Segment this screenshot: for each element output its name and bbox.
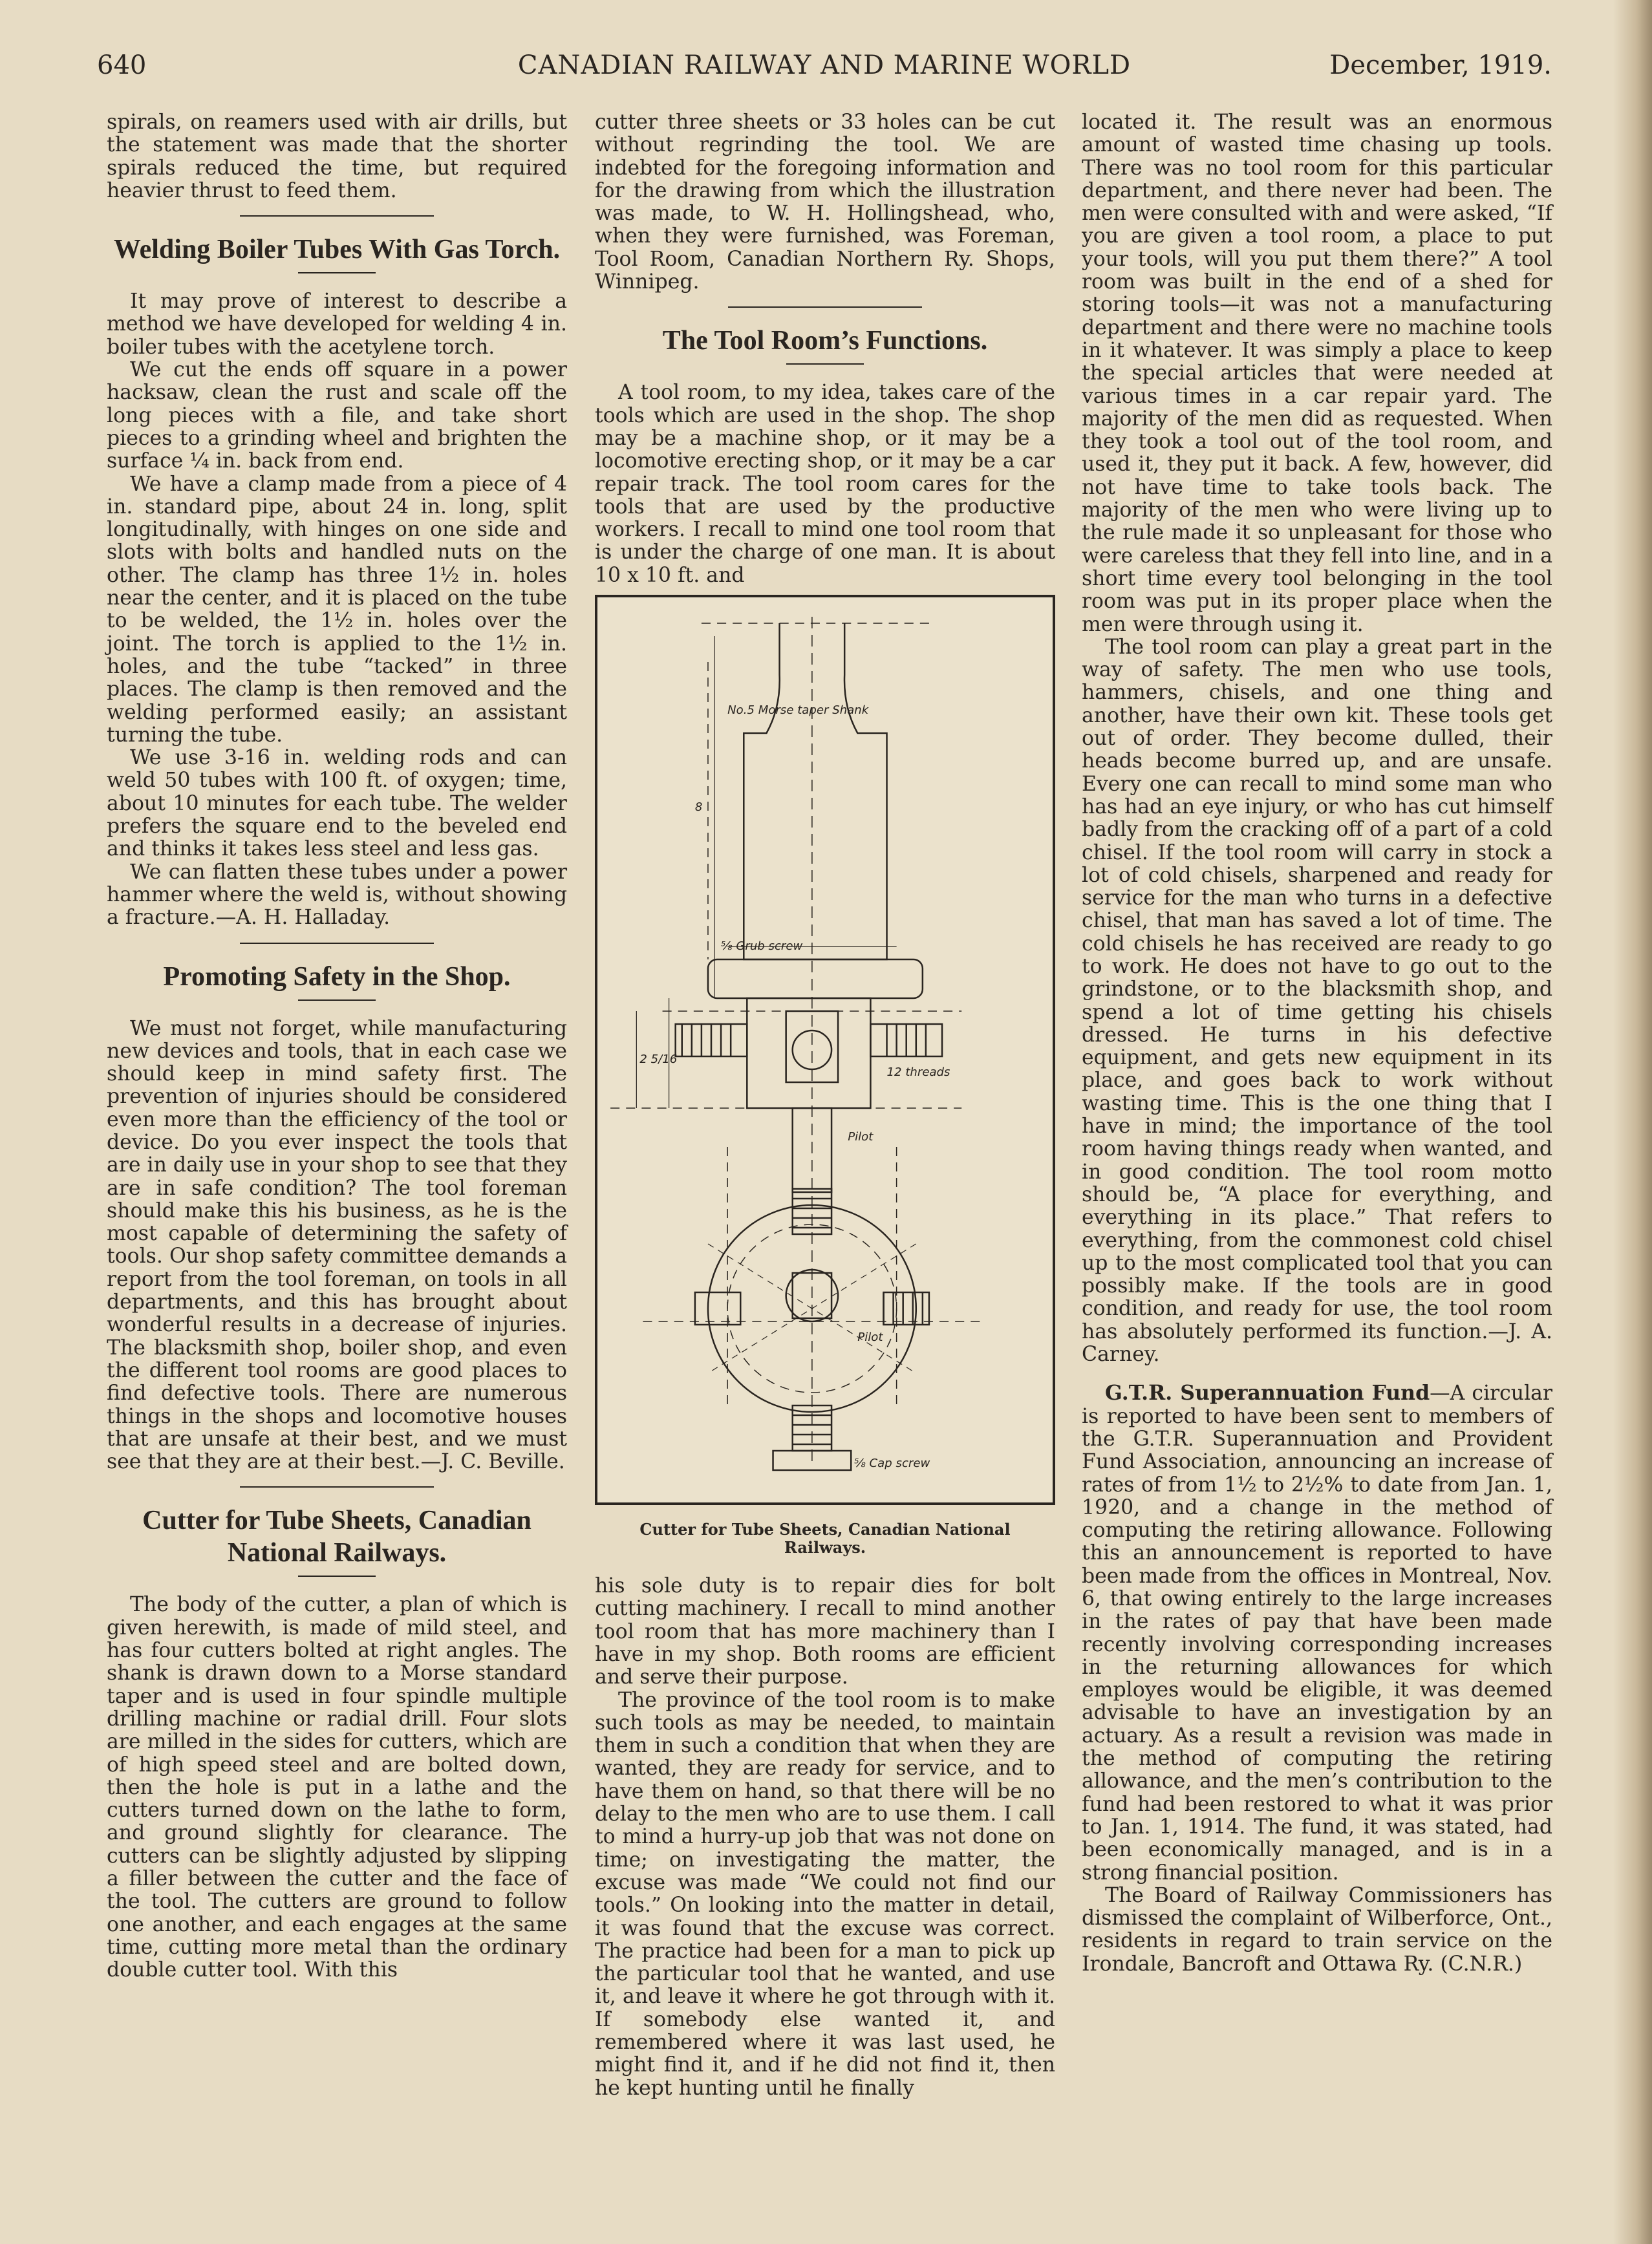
gtr-lead: G.T.R. Superannuation Fund [1105,1381,1430,1405]
article-title-welding: Welding Boiler Tubes With Gas Torch. [113,235,561,265]
paragraph: located it. The result was an enormous amount of wasted time chasing up tools. There was no tool room for this particular department, and there never had been. The men were consulted with and were asked, “If you are given a tool room, a place to put your tools, will you put them there?” A tool room was built in the end of a shed for storing tools—it was not a manufacturing department and there were no machine tools in it whatever. It was simply a place to keep the special articles that were needed at various times in a car repair yard. The majority of the men did as requested. When they took a tool out of the tool room, and used it, they put it back. A few, however, did not have time to take tools back. The majority of the men who were living up to the rule made it so unpleasant for those who were careless that they fell into line, and in a short time every tool belonging in the tool room was put in its proper place when the men were through using it. [1082,111,1552,636]
label-threads: 12 threads [886,1065,950,1080]
paragraph: The province of the tool room is to make such tools as may be needed, to maintain them in such a condition that when they are wanted, they are ready for service, and to have them on hand, so that there will be no delay to the men who are to use them. I call to mind a hurry-up job that was not done on time; on investigating the matter, the excuse was made “We could not find our tools.” On looking into the matter in detail, it was found that the excuse was correct. The practice had been for a man to pick up the particular tool that he wanted, and use it, and leave it where he got through with it. If somebody else wanted it, and remembered where it was last used, he might find it, and if he did not find it, then he kept hunting until he finally [595,1688,1055,2100]
label-shank: No.5 Morse taper Shank [727,703,869,718]
page-number: 640 [97,50,147,80]
label-pilot-lower: Pilot [857,1330,883,1345]
label-pilot-upper: Pilot [848,1130,874,1144]
column-1 [107,111,567,1982]
paragraph: The body of the cutter, a plan of which is given herewith, is made of mild steel, and has four cutters bolted at right angles. The shank is drawn down to a Morse standard taper and is used in four spindle multiple drilling machine or radial drill. Four slots are milled in the sides for cutters, which are of high speed steel and are bolted down, then the hole is put in a lathe and the cutters turned down on the lathe to form, and ground slightly for clearance. The cutters can be slightly adjusted by slipping a filler between the cutter and the face of the tool. The cutters are ground to follow one another, and each engages at the same time, cutting more metal than the ordinary double cutter tool. With this [107,1593,567,1982]
title-rule [298,1576,376,1577]
column-3 [1082,111,1552,1976]
paragraph: We can flatten these tubes under a power hammer where the weld is, without showing a fracture.—A. H. Halladay. [107,860,567,930]
separator-rule [240,215,434,217]
label-dim-2-5-16: 2 5/16 [639,1053,678,1067]
title-rule [298,272,376,273]
article-title-toolroom: The Tool Room’s Functions. [662,326,988,356]
paragraph: We must not forget, while manufacturing new devices and tools, that in each case we should keep in mind safety first. The prevention of injuries should be considered even more than the efficiency of the tool or device. Do you ever inspect the tools that are in daily use in your shop to see that they are in safe condition? The tool foreman should make this his business, as he is the most capable of determining the safety of tools. Our shop safety committee demands a report from the tool foreman, on tools in all departments, and this has brought about wonderful results in a decrease of injuries. The blacksmith shop, boiler shop, and even the different tool rooms are good places to find defective tools. There are numerous things in the shops and locomotive houses that are unsafe at their best, and we must see that they are at their best.—J. C. Beville. [107,1016,567,1474]
figure-caption: Cutter for Tube Sheets, Canadian National Railways. [639,1520,1011,1557]
paragraph: The tool room can play a great part in the way of safety. The men who use tools, hammers, chisels, and one thing and another, have their own kit. These tools get out of order. They become dulled, their heads become burred up, and are unsafe. Every one can recall to mind some man who has had an eye injury, or who has cut himself badly from the cracking off of a part of a cold chisel. If the tool room will carry in stock a lot of cold chisels, sharpened and ready for service for the man who turns in a defective chisel, that man has saved a lot of time. The cold chisels he has received are ready to go to work. He does not have to go out to the grindstone, or to the blacksmith shop, and spend a lot of time getting his chisels dressed. He turns in his defective equipment, and gets new equipment in its place, and goes back to work without wasting time. This is the one thing that I have in mind; the importance of the tool room having things ready when wanted, and in good condition. The tool room motto should be, “A place for everything, and everything in its place.” That refers to everything, from the commonest cold chisel up to the most complicated tool that you can possibly make. If the tools are in good condition, and ready for use, the tool room has absolutely performed its function.—J. A. Carney. [1082,635,1552,1367]
paragraph: A tool room, to my idea, takes care of the tools which are used in the shop. The shop may be a machine shop, or it may be a locomotive erecting shop, or it may be a car repair track. The tool room cares for the tools that are used by the productive workers. I recall to mind one tool room that is under the charge of one man. It is about 10 x 10 ft. and [595,381,1055,587]
label-cap-screw: ⅝ Cap screw [854,1457,930,1471]
article-title-safety: Promoting Safety in the Shop. [163,961,511,992]
column-2 [595,111,1055,2100]
paragraph: his sole duty is to repair dies for bolt cutting machinery. I recall to mind another tool room that has more machinery than I have in my shop. Both rooms are efficient and serve their purpose. [595,1574,1055,1689]
paragraph: cutter three sheets or 33 holes can be cut without regrinding the tool. We are indebted for the foregoing information and for the drawing from which the illustration was made, to W. H. Hollingshead, who, when they were furnished, was Foreman, Tool Room, Canadian Northern Ry. Shops, Winnipeg. [595,111,1055,294]
gtr-paragraph [1082,1382,1552,1885]
paragraph: We cut the ends off square in a power hacksaw, clean the rust and scale off the long pieces with a file, and take short pieces to a grinding wheel and brighten the surface ¼ in. back from end. [107,358,567,473]
label-dim-8: 8 [694,800,703,815]
article-title-cutter: Cutter for Tube Sheets, Canadian National Railways. [142,1506,531,1568]
gtr-body: —A circular is reported to have been sent to members of the G.T.R. Superannuation and Provident Fund Association, announcing an increase of rates of from 1½ to 2½% to date from Jan. 1, 1920, and a change in the method of computing the retiring allowance. Following this an announcement is reported to have been made from the offices in Montreal, Nov. 6, that owing entirely to the large increases in the rates of pay that have been made recently involving corresponding increases in the returning allowances for which employes would be eligible, it was deemed advisable to have an investigation by an actuary. As a result a revision was made in the method of computing the retiring allowance, and the men’s contribution to the fund had been restored to what it was prior to Jan. 1, 1914. The fund, it was stated, had been economically managed, and is in a strong financial position. [1082,1382,1552,1885]
paragraph: It may prove of interest to describe a method we have developed for welding 4 in. boiler tubes with the acetylene torch. [107,290,567,359]
title-rule [786,363,864,365]
cutter-drawing-figure [595,595,1055,1505]
paragraph: spirals, on reamers used with air drills, but the statement was made that the shorter spirals reduced the time, but required heavier thrust to feed them. [107,111,567,202]
publication-title: CANADIAN RAILWAY AND MARINE WORLD [517,50,1132,80]
label-grub-screw: ⅝ Grub screw [721,939,803,954]
page-header [97,50,1552,96]
paragraph: We have a clamp made from a piece of 4 in. standard pipe, about 24 in. long, split longitudinally, with hinges on one side and slots with bolts and handled nuts on the other. The clamp has three 1½ in. holes near the center, and it is placed on the tube to be welded, the 1½ in. holes over the joint. The torch is applied to the 1½ in. holes, and the tube “tacked” in three places. The clamp is then removed and the welding performed easily; an assistant turning the tube. [107,472,567,747]
issue-date: December, 1919. [1329,50,1552,80]
paragraph: The Board of Railway Commissioners has dismissed the complaint of Wilberforce, Ont., residents in regard to train service on the Irondale, Bancroft and Ottawa Ry. (C.N.R.) [1082,1883,1552,1976]
separator-rule [240,1486,434,1488]
technical-drawing [597,597,1053,1502]
title-rule [298,999,376,1001]
separator-rule [240,943,434,944]
paragraph: We use 3-16 in. welding rods and can weld 50 tubes with 100 ft. of oxygen; time, about 10 minutes for each tube. The welder prefers the square end to the beveled end and thinks it takes less steel and less gas. [107,746,567,861]
separator-rule [728,306,922,308]
page-edge-shadow [1613,0,1652,2244]
